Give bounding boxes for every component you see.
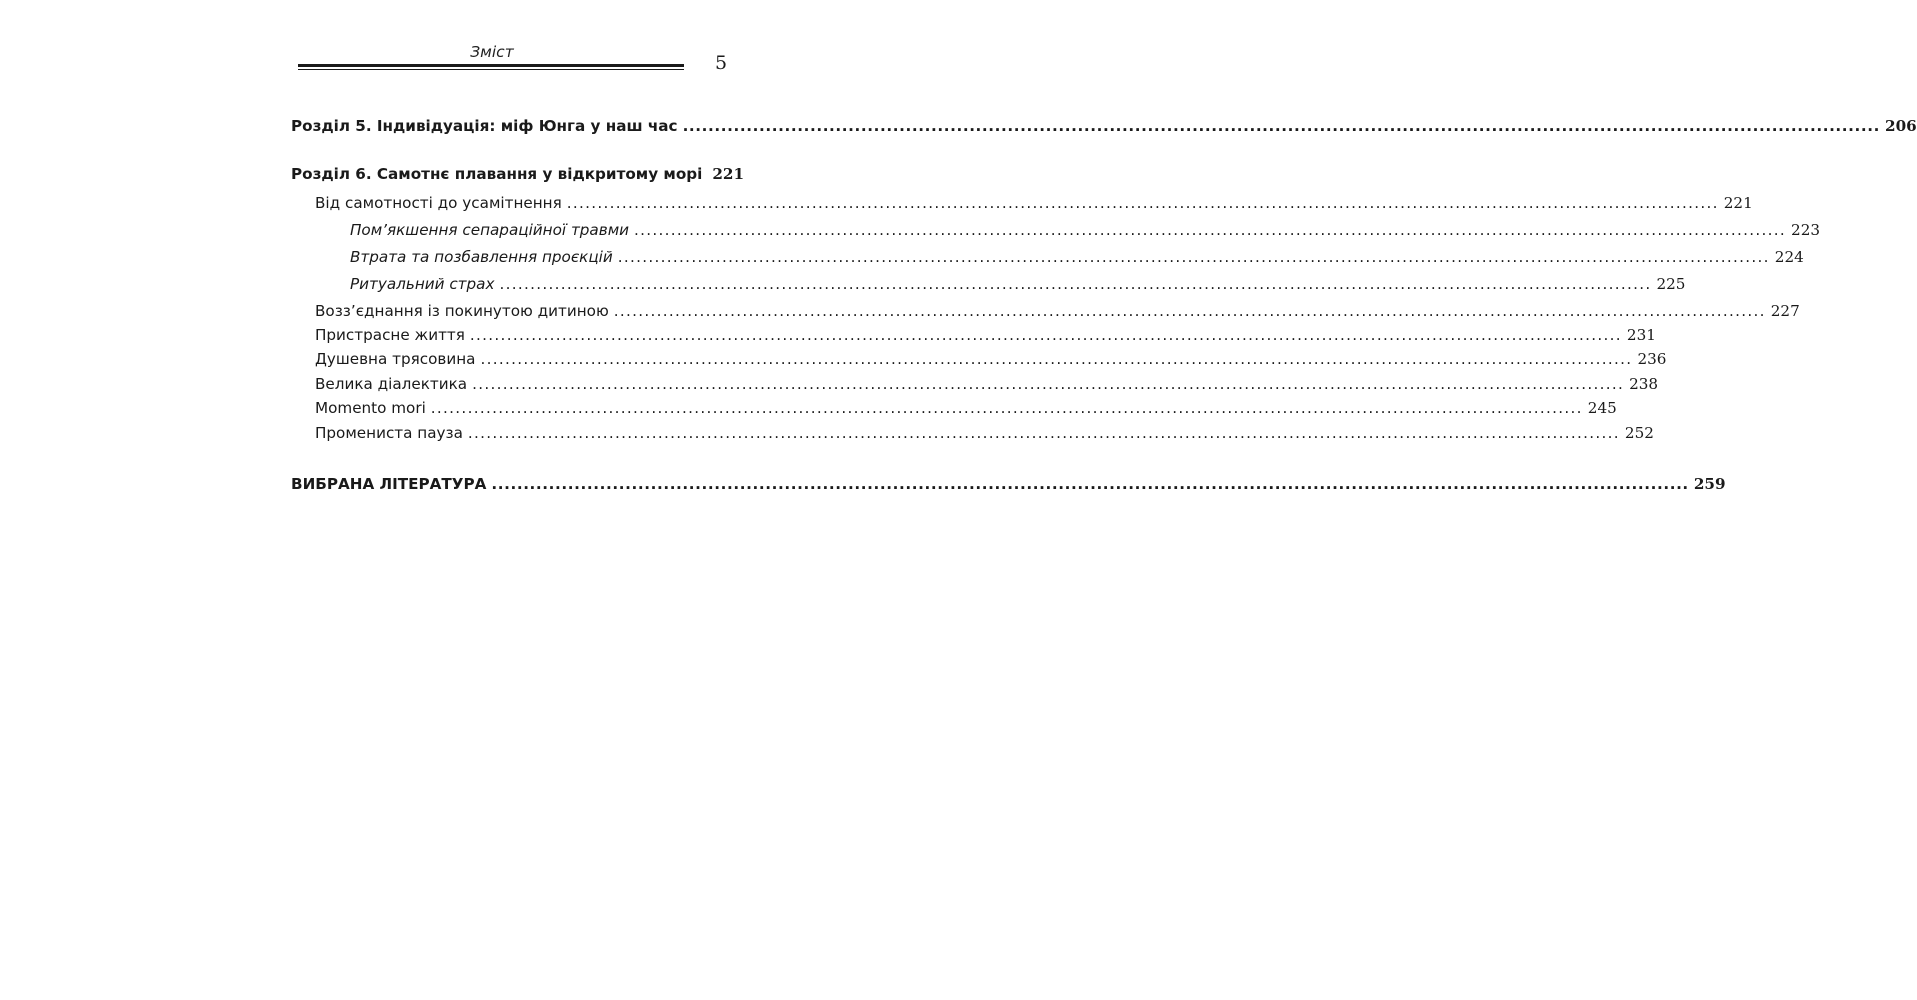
- toc-subsection: [350, 273, 1686, 295]
- toc-leader-dots: [567, 192, 1719, 214]
- toc-entry-page: 225: [1656, 275, 1686, 293]
- toc-leader-dots: [499, 273, 1651, 295]
- toc-leader-dots: [491, 473, 1688, 495]
- toc-entry-label: Momento mori: [315, 399, 426, 417]
- toc-section: [315, 192, 1753, 214]
- toc-leader-dots: [468, 422, 1620, 444]
- toc-leader-dots: [472, 373, 1624, 395]
- toc-entry-label: Втрата та позбавлення проєкцій: [350, 248, 613, 266]
- toc-entry-label: Промениста пауза: [315, 424, 463, 442]
- toc-section: [315, 373, 1659, 395]
- toc-leader-dots: [683, 115, 1880, 137]
- toc-entry-page: 259: [1693, 475, 1726, 493]
- toc-leader-dots: [431, 397, 1583, 419]
- toc-entry-page: 238: [1629, 375, 1659, 393]
- toc-entry-label: Пристрасне життя: [315, 326, 465, 344]
- toc-entry-page: 245: [1587, 399, 1617, 417]
- header-rule-thin: [298, 69, 684, 70]
- toc-entry-label: Від самотності до усамітнення: [315, 194, 562, 212]
- toc-entry-page: 221: [712, 165, 745, 183]
- toc-section: [315, 397, 1617, 419]
- toc-bibliography: [291, 473, 1726, 495]
- toc-chapter-6: [291, 163, 745, 185]
- toc-entry-label: Ритуальний страх: [350, 275, 495, 293]
- toc-subsection: [350, 246, 1804, 268]
- toc-leader-dots: [614, 300, 1766, 322]
- toc-section: [315, 324, 1656, 346]
- toc-chapter-5: [291, 115, 1917, 137]
- toc-leader-dots: [618, 246, 1770, 268]
- toc-section: [315, 348, 1667, 370]
- toc-leader-dots: [470, 324, 1622, 346]
- running-head-title: Зміст: [470, 43, 514, 61]
- toc-entry-label: Велика діалектика: [315, 375, 468, 393]
- toc-leader-dots: [480, 348, 1632, 370]
- toc-entry-page: 221: [1723, 194, 1753, 212]
- toc-entry-label: ВИБРАНА ЛІТЕРАТУРА: [291, 475, 487, 493]
- toc-entry-label: Розділ 5. Індивідуація: міф Юнга у наш час: [291, 117, 678, 135]
- toc-entry-page: 236: [1637, 350, 1667, 368]
- toc-entry-label: Розділ 6. Самотнє плавання у відкритому морі: [291, 165, 703, 183]
- toc-section: [315, 422, 1654, 444]
- toc-section: [315, 300, 1800, 322]
- toc-subsection: [350, 219, 1821, 241]
- toc-entry-label: Возз’єднання із покинутою дитиною: [315, 302, 609, 320]
- toc-leader-dots: [634, 219, 1786, 241]
- toc-entry-page: 231: [1626, 326, 1656, 344]
- page-number: 5: [714, 52, 728, 74]
- toc-entry-label: Пом’якшення сепараційної травми: [350, 221, 630, 239]
- toc-entry-page: 227: [1770, 302, 1800, 320]
- toc-entry-label: Душевна трясовина: [315, 350, 476, 368]
- toc-entry-page: 252: [1624, 424, 1654, 442]
- toc-entry-page: 223: [1791, 221, 1821, 239]
- header-rule-thick: [298, 64, 684, 67]
- toc-entry-page: 224: [1774, 248, 1804, 266]
- toc-entry-page: 206: [1885, 117, 1917, 135]
